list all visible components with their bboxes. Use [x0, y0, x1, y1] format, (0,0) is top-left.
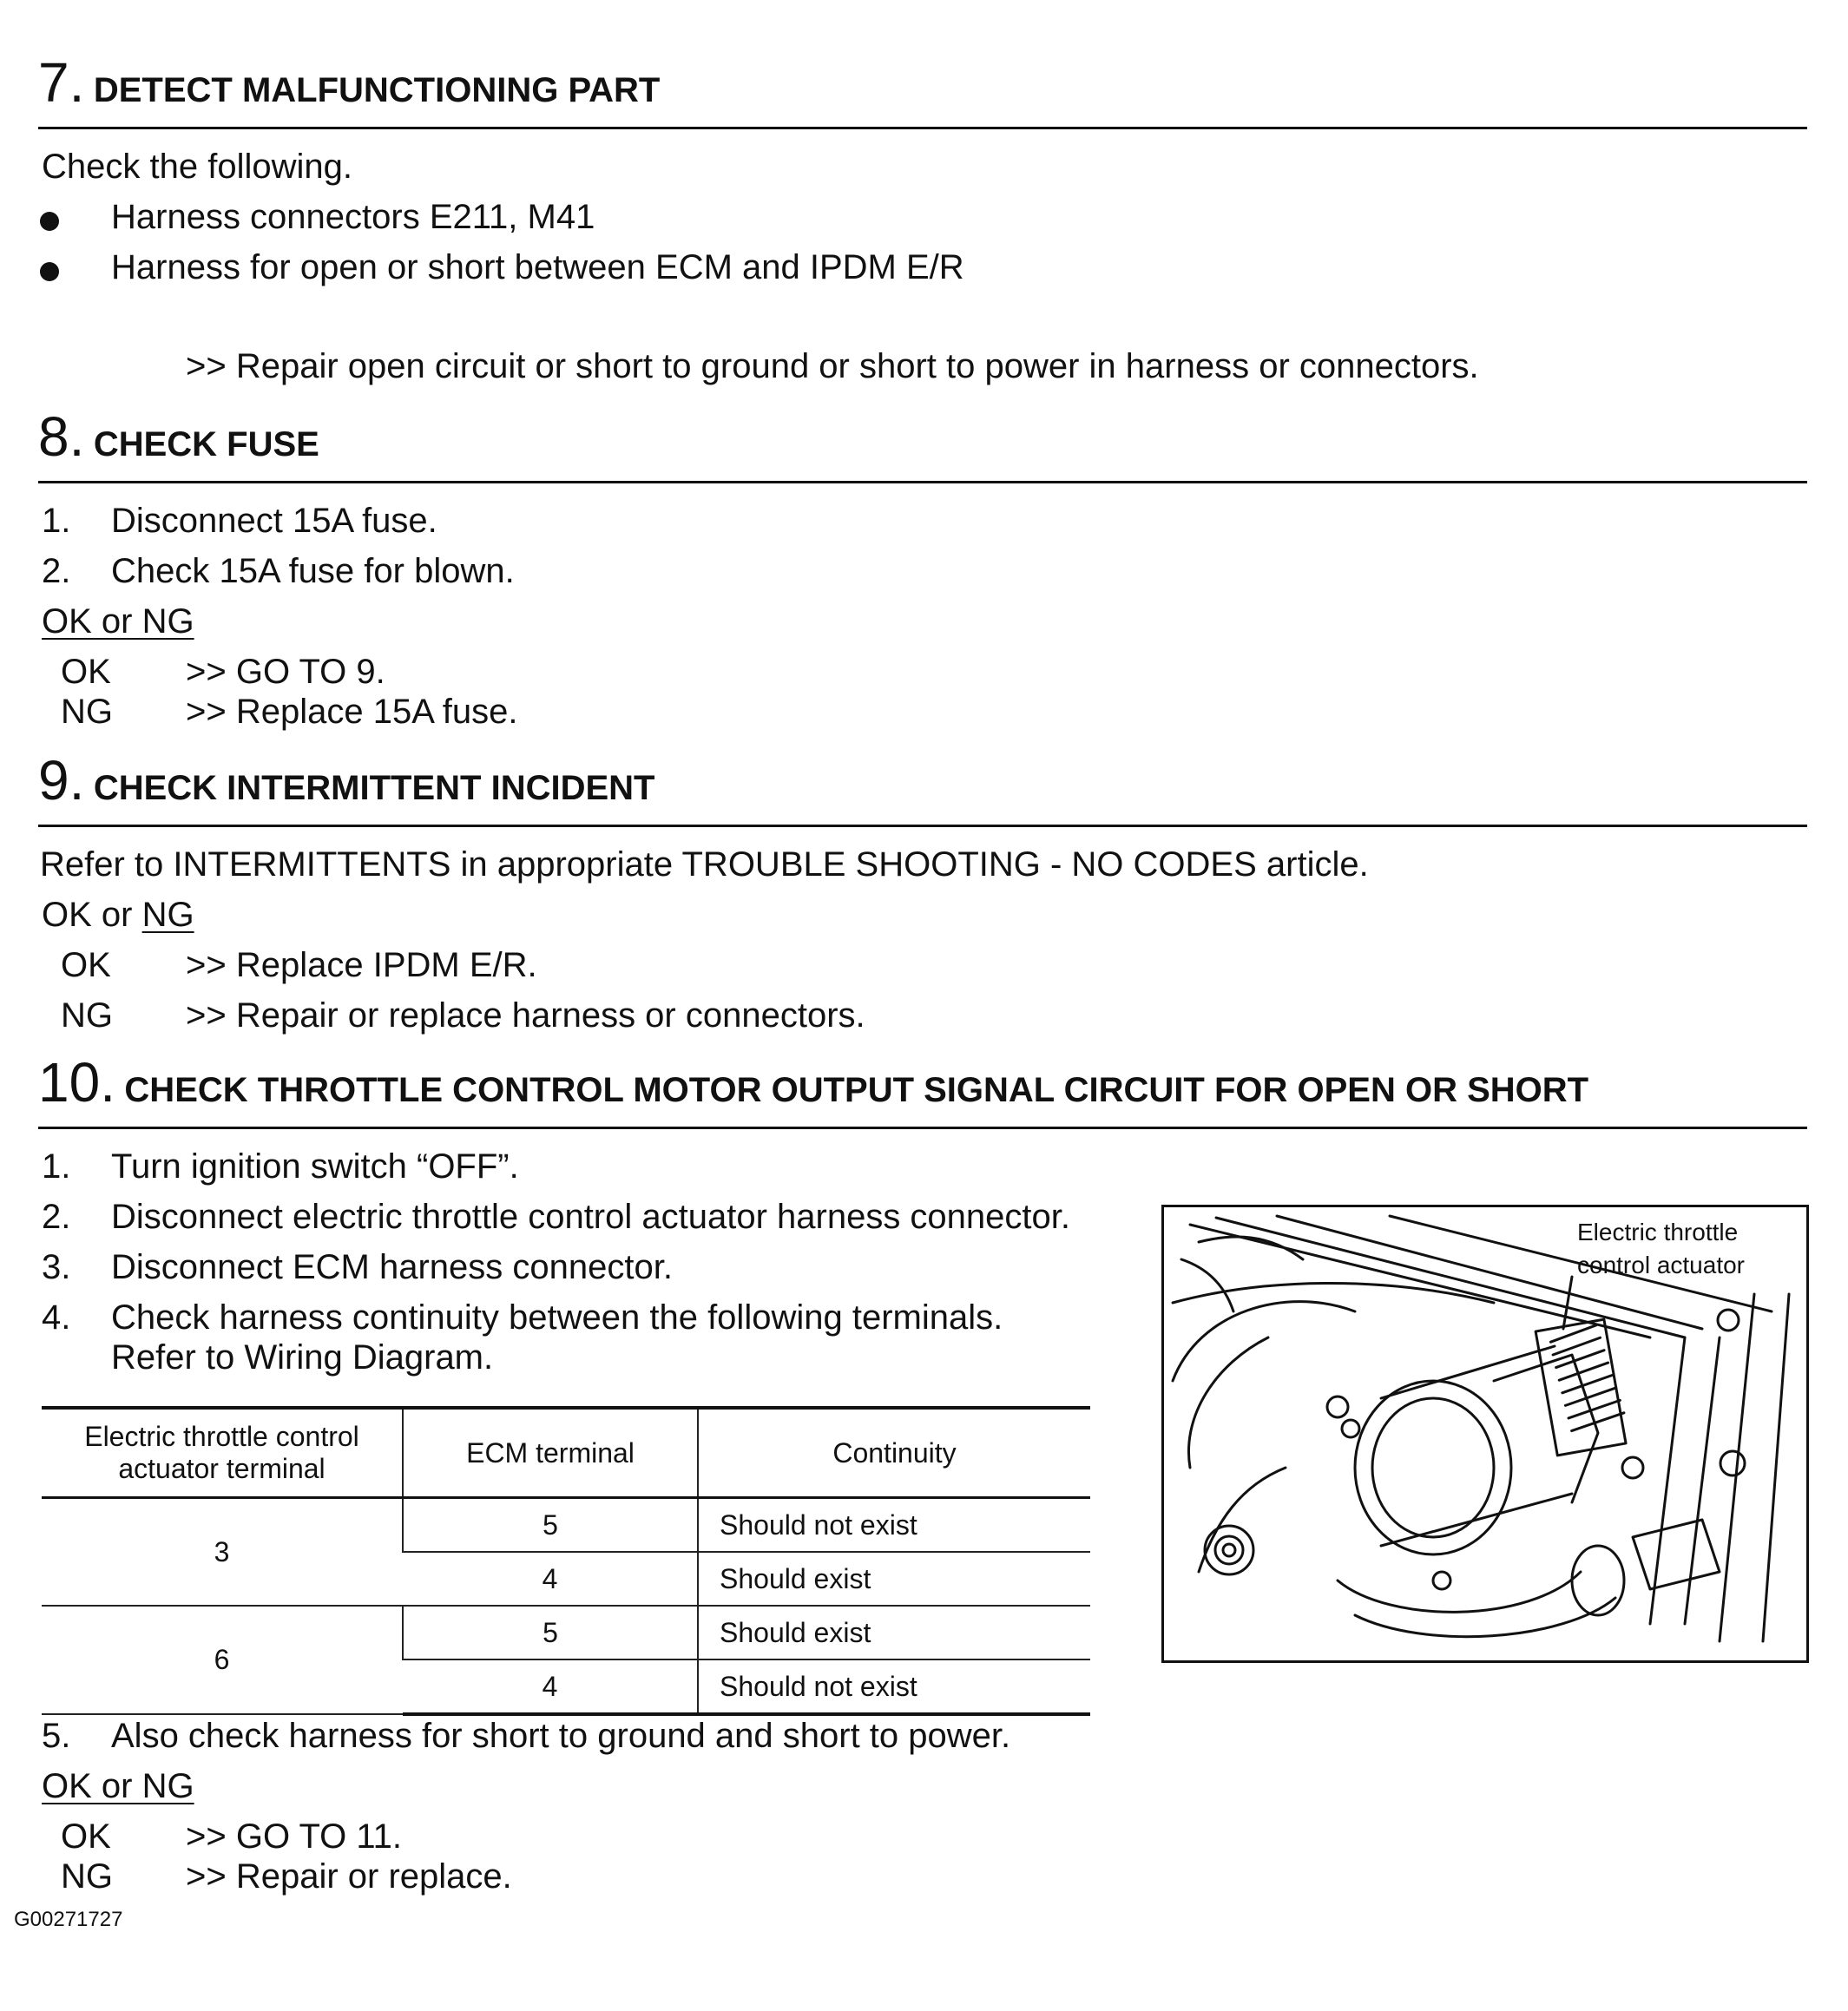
- section-10-rule: [38, 1127, 1807, 1129]
- section-8-step-1-text: Disconnect 15A fuse.: [111, 502, 437, 540]
- section-7-result: >> Repair open circuit or short to ground or short to power in harness or connectors.: [186, 347, 1479, 385]
- table-header-row: [42, 1408, 1090, 1498]
- section-10-ok-or-ng: OK or NG: [42, 1767, 194, 1805]
- section-9-title: CHECK INTERMITTENT INCIDENT: [93, 769, 655, 807]
- section-9-number: 9.: [38, 749, 85, 812]
- section-10-ng-code: NG: [61, 1857, 113, 1896]
- section-10-step-4-text2: Refer to Wiring Diagram.: [111, 1338, 494, 1377]
- section-8-heading: [38, 404, 319, 469]
- section-10-step-4-num: 4.: [42, 1298, 71, 1337]
- section-7-rule: [38, 127, 1807, 129]
- ecm-terminal-cell: 5: [403, 1498, 698, 1553]
- bullet-dot: [40, 262, 59, 281]
- section-10-step-2-text: Disconnect electric throttle control actuator harness connector.: [111, 1198, 1070, 1236]
- figure-label-line-1: Electric throttle: [1577, 1219, 1739, 1245]
- engine-bay-illustration: [1164, 1207, 1806, 1660]
- document-code: G00271727: [14, 1908, 123, 1931]
- section-8-number: 8.: [38, 405, 85, 468]
- section-10-ok-action: >> GO TO 11.: [186, 1817, 403, 1856]
- table-header-actuator: Electric throttle control actuator terminal: [42, 1408, 403, 1498]
- section-10-step-2-num: 2.: [42, 1198, 71, 1236]
- continuity-cell: Should exist: [698, 1606, 1090, 1659]
- section-8-step-2-num: 2.: [42, 552, 71, 590]
- section-7-bullet-1: Harness connectors E211, M41: [111, 198, 595, 236]
- section-9-heading: [38, 748, 654, 812]
- ecm-terminal-cell: 5: [403, 1606, 698, 1659]
- section-9-ng-text: NG: [141, 896, 194, 934]
- section-10-title: CHECK THROTTLE CONTROL MOTOR OUTPUT SIGNAL CIRCUIT FOR OPEN OR SHORT: [124, 1071, 1589, 1109]
- section-10-step-4-text: Check harness continuity between the following terminals.: [111, 1298, 1003, 1337]
- bullet-dot: [40, 212, 59, 231]
- throttle-actuator-figure: [1161, 1205, 1809, 1663]
- section-8-rule: [38, 481, 1807, 483]
- section-8-step-1-num: 1.: [42, 502, 71, 540]
- section-10-heading: [38, 1050, 1588, 1114]
- figure-label-line-2: control actuator: [1577, 1252, 1745, 1278]
- section-10-step-5-text: Also check harness for short to ground and short to power.: [111, 1717, 1011, 1755]
- section-8-step-2-text: Check 15A fuse for blown.: [111, 552, 515, 590]
- section-8-ok-code: OK: [61, 653, 111, 691]
- section-10-step-3-text: Disconnect ECM harness connector.: [111, 1248, 673, 1286]
- section-7-intro: Check the following.: [42, 148, 352, 186]
- section-10-number: 10.: [38, 1051, 115, 1114]
- table-row: [42, 1606, 1090, 1659]
- section-10-step-3-num: 3.: [42, 1248, 71, 1286]
- section-9-ng-action: >> Repair or replace harness or connectors.: [186, 996, 865, 1035]
- ecm-terminal-cell: 4: [403, 1552, 698, 1606]
- actuator-terminal-cell: 6: [42, 1606, 403, 1714]
- section-10-ok-code: OK: [61, 1817, 111, 1856]
- section-9-ok-code: OK: [61, 946, 111, 984]
- table-header-ecm: ECM terminal: [403, 1408, 698, 1498]
- section-10-step-1-text: Turn ignition switch “OFF”.: [111, 1147, 519, 1186]
- actuator-terminal-cell: 3: [42, 1498, 403, 1607]
- section-8-ng-action: >> Replace 15A fuse.: [186, 693, 518, 731]
- section-9-intro: Refer to INTERMITTENTS in appropriate TROUBLE SHOOTING - NO CODES article.: [40, 845, 1369, 884]
- continuity-cell: Should not exist: [698, 1659, 1090, 1714]
- continuity-table: [42, 1406, 1090, 1716]
- section-7-title: DETECT MALFUNCTIONING PART: [93, 71, 661, 109]
- section-8-ok-action: >> GO TO 9.: [186, 653, 385, 691]
- table-header-continuity: Continuity: [698, 1408, 1090, 1498]
- ecm-terminal-cell: 4: [403, 1659, 698, 1714]
- continuity-cell: Should exist: [698, 1552, 1090, 1606]
- section-10-ng-action: >> Repair or replace.: [186, 1857, 512, 1896]
- section-9-ok-action: >> Replace IPDM E/R.: [186, 946, 537, 984]
- continuity-cell: Should not exist: [698, 1498, 1090, 1553]
- section-7-number: 7.: [38, 51, 85, 114]
- section-8-title: CHECK FUSE: [93, 425, 319, 463]
- section-9-rule: [38, 825, 1807, 827]
- section-7-heading: [38, 50, 660, 115]
- section-10-step-1-num: 1.: [42, 1147, 71, 1186]
- section-8-ng-code: NG: [61, 693, 113, 731]
- section-9-ng-code: NG: [61, 996, 113, 1035]
- section-8-ok-or-ng: OK or NG: [42, 602, 194, 641]
- table-row: [42, 1498, 1090, 1553]
- section-10-step-5-num: 5.: [42, 1717, 71, 1755]
- section-9-ok-or-text: OK or: [42, 896, 133, 934]
- section-9-ok-or-ng: [42, 896, 194, 935]
- section-7-bullet-2: Harness for open or short between ECM and IPDM E/R: [111, 248, 964, 286]
